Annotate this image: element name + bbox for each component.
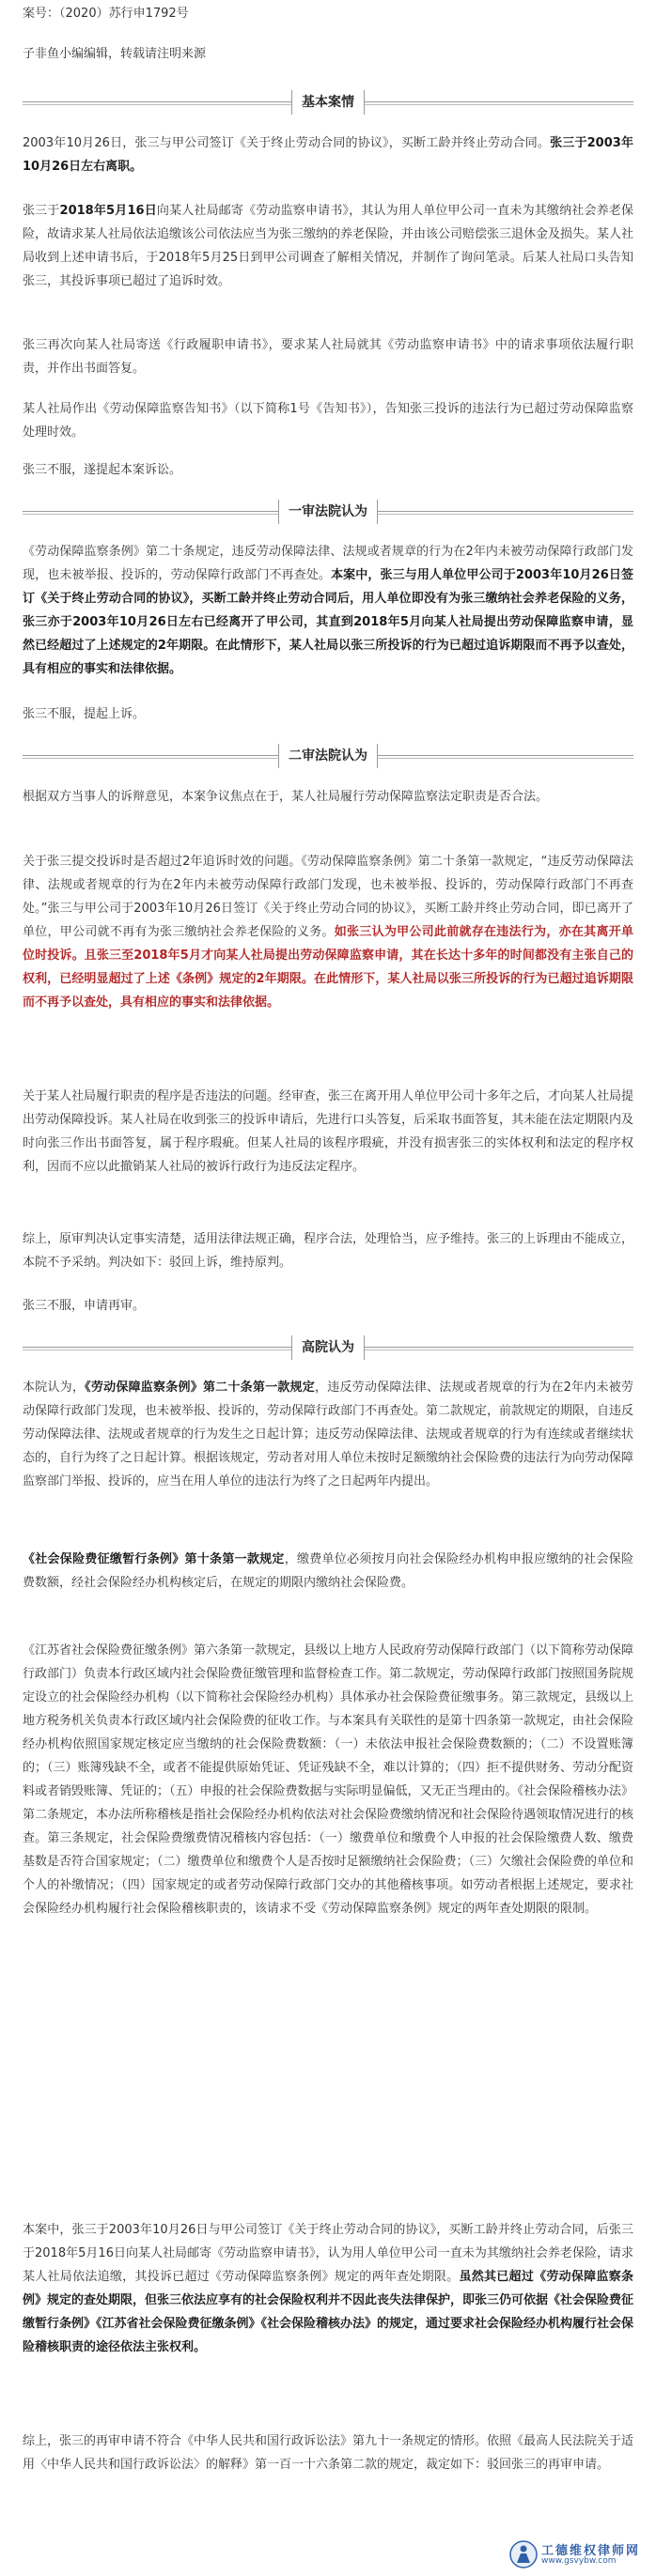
paragraph-2 <box>23 199 633 293</box>
section-title-high-court: 高院认为 <box>291 1335 365 1360</box>
paragraph-13 <box>23 1376 633 1493</box>
section-title-first-instance: 一审法院认为 <box>278 500 378 524</box>
p16-text: 本案中，张三于2003年10月26日与甲公司签订《关于终止劳动合同的协议》，买断工龄并终止劳动合同，后张三于2018年5月16日向某人社局邮寄《劳动监察申请书》，认为用人单位甲公司一直未为其缴纳社会养老保险，请求某人社局依法追缴，其投诉已超过《劳动保障监察条例》规定的两年查处期限。 <box>23 2223 633 2284</box>
paragraph-11: 综上，原审判决认定事实清楚，适用法律法规正确，程序合法，处理恰当，应予维持。张三的上诉理由不能成立，本院不予采纳。判决如下：驳回上诉，维持原判。 <box>23 1232 634 1270</box>
section-title-second-instance: 二审法院认为 <box>278 744 378 768</box>
paragraph-10: 关于某人社局履行职责的程序是否违法的问题。经审查，张三在离开用人单位甲公司十多年之后，才向某人社局提出劳动保障投诉。某人社局在收到张三的投诉申请后，先进行口头答复，后采取书面答复，其未能在法定期限内及时向张三作出书面答复，属于程序瑕疵。但某人社局的该程序瑕疵，并没有损害张三的实体权利和法定的程序权利，因而不应以此撤销某人社局的被诉行政行为违反法定程序。 <box>23 1089 634 1174</box>
p13-text-a: 本院认为， <box>23 1381 86 1395</box>
section-heading-second-instance <box>23 740 633 772</box>
paragraph-7: 张三不服，提起上诉。 <box>23 707 146 721</box>
p14-bold: 《社会保险费征缴暂行条例》第十条第一款规定 <box>23 1552 285 1566</box>
case-number: 案号：（2020）苏行申1792号 <box>23 7 189 21</box>
p13-bold: 《劳动保障监察条例》第二十条第一款规定 <box>85 1381 315 1395</box>
editor-note: 子非鱼小编编辑，转载请注明来源 <box>23 47 207 61</box>
p2-date: 2018年5月16日 <box>59 204 157 218</box>
p16-bold: 虽然其已超过《劳动保障监察条例》规定的查处期限，但张三依法应享有的社会保险权利并不因此丧失法律保护，即张三仍可依据《社会保险费征缴暂行条例》《江苏省社会保险费征缴条例》《社会保险稽核办法》的规定，通过要求社会保险经办机构履行社会保险稽核职责的途径依法主张权利。 <box>23 2270 634 2354</box>
paragraph-5: 张三不服，遂提起本案诉讼。 <box>23 463 182 477</box>
paragraph-4: 某人社局作出《劳动保障监察告知书》（以下简称1号《告知书》），告知张三投诉的违法行为已超过劳动保障监察处理时效。 <box>23 402 633 440</box>
paragraph-16 <box>23 2218 633 2359</box>
section-heading-high-court <box>23 1332 633 1364</box>
watermark-title: 工德维权律师网 <box>541 2544 641 2558</box>
paragraph-15: 《江苏省社会保险费征缴条例》第六条第一款规定，县级以上地方人民政府劳动保障行政部门（以下简称劳动保障行政部门）负责本行政区域内社会保险费征缴管理和监督检查工作。第二款规定，劳动保障行政部门按照国务院规定设立的社会保险经办机构（以下简称社会保险经办机构）具体承办社会保险费征缴事务。第三款规定，县级以上地方税务机关负责本行政区域内社会保险费的征收工作。与本案具有关联性的是第十四条第一款规定，由社会保险经办机构依照国家规定核定应当缴纳的社会保险费数额：（一）未依法申报社会保险费数额的；（二）不设置账簿的；（三）账簿残缺不全，或者不能提供原始凭证、凭证残缺不全，难以计算的；（四）拒不提供财务、劳动分配资料或者销毁账簿、凭证的；（五）申报的社会保险费数据与实际明显偏低，又无正当理由的。《社会保险稽核办法》第二条规定，本办法所称稽核是指社会保险经办机构依法对社会保险费缴纳情况和社会保险待遇领取情况进行的核查。第三条规定，社会保险费缴费情况稽核内容包括：（一）缴费单位和缴费个人申报的社会保险缴费人数、缴费基数是否符合国家规定；（二）缴费单位和缴费个人是否按时足额缴纳社会保险费；（三）欠缴社会保险费的单位和个人的补缴情况；（四）国家规定的或者劳动保障行政部门交办的其他稽核事项。如劳动者根据上述规定，要求社会保险经办机构履行社会保险稽核职责的，该请求不受《劳动保障监察条例》规定的两年查处期限的限制。 <box>23 1643 634 1916</box>
p9-red: 如张三认为甲公司此前就存在违法行为，亦在其离开单位时投诉。且张三至2018年5月才向某人社局提出劳动保障监察申请，其在长达十多年的时间都没有主张自己的权利，已经明显超过了上述《条例》规定的2年期限。在此情形下，某人社局以张三所投诉的行为已超过追诉期限而不再予以查处，具有相应的事实和法律依据。 <box>23 925 633 1010</box>
p1-bold: 张三于2003年10月26日左右离职。 <box>23 136 633 174</box>
p13-text-c: ，违反劳动保障法律、法规或者规章的行为在2年内未被劳动保障行政部门发现，也未被举报、投诉的，劳动保障行政部门不再查处。第二款规定，前款规定的期限，自违反劳动保障法律、法规或者规章的行为发生之日起计算；违反劳动保障法律、法规或者规章的行为有连续或者继续状态的，自行为终了之日起计算。根据该规定，劳动者对用人单位未按时足额缴纳社会保险费的违法行为向劳动保障监察部门举报、投诉的，应当在用人单位的违法行为终了之日起两年内提出。 <box>23 1381 634 1489</box>
p14-text: ，缴费单位必须按月向社会保险经办机构申报应缴纳的社会保险费数额，经社会保险经办机构核定后，在规定的期限内缴纳社会保险费。 <box>23 1552 633 1590</box>
paragraph-6 <box>23 540 633 681</box>
watermark-url: www.gsvybw.com <box>541 2556 617 2566</box>
worker-logo-icon <box>509 2540 538 2568</box>
site-watermark <box>509 2540 650 2570</box>
p1-text: 2003年10月26日，张三与甲公司签订《关于终止劳动合同的协议》，买断工龄并终止劳动合同。 <box>23 136 551 150</box>
paragraph-8: 根据双方当事人的诉辩意见，本案争议焦点在于，某人社局履行劳动保障监察法定职责是否合法。 <box>23 790 549 804</box>
paragraph-14 <box>23 1548 633 1595</box>
p2-text-a: 张三于 <box>23 204 60 218</box>
paragraph-9 <box>23 850 633 1014</box>
section-heading-first-instance <box>23 496 633 528</box>
section-heading-basic <box>23 86 633 118</box>
paragraph-17: 综上，张三的再审申请不符合《中华人民共和国行政诉讼法》第九十一条规定的情形。依照《最高人民法院关于适用〈中华人民共和国行政诉讼法〉的解释》第一百一十六条第二款的规定，裁定如下：驳回张三的再审申请。 <box>23 2434 634 2472</box>
p2-text-c: 向某人社局邮寄《劳动监察申请书》，其认为用人单位甲公司一直未为其缴纳社会养老保险，故请求某人社局依法追缴该公司依法应当为张三缴纳的养老保险，并由该公司赔偿张三退休金及损失。某人社局收到上述申请书后，于2018年5月25日到甲公司调查了解相关情况，并制作了询问笔录。后某人社局口头告知张三，其投诉事项已超过了追诉时效。 <box>23 204 634 288</box>
p6-text: 《劳动保障监察条例》第二十条规定，违反劳动保障法律、法规或者规章的行为在2年内未被劳动保障行政部门发现，也未被举报、投诉的，劳动保障行政部门不再查处。 <box>23 545 633 582</box>
p9-text: 关于张三提交投诉时是否超过2年追诉时效的问题。《劳动保障监察条例》第二十条第一款规定，“违反劳动保障法律、法规或者规章的行为在2年内未被劳动保障行政部门发现，也未被举报、投诉的，劳动保障行政部门不再查处。”张三与甲公司于2003年10月26日签订《关于终止劳动合同的协议》，买断工龄并终止劳动合同，即已离开了单位，甲公司就不再有为张三缴纳社会养老保险的义务。 <box>23 855 633 939</box>
p6-bold: 本案中，张三与用人单位甲公司于2003年10月26日签订《关于终止劳动合同的协议》，买断工龄并终止劳动合同后，用人单位即没有为张三缴纳社会养老保险的义务，张三亦于2003年10月26日左右已经离开了甲公司，其直到2018年5月向某人社局提出劳动保障监察申请，显然已经超过了上述规定的2年期限。在此情形下，某人社局以张三所投诉的行为已超过追诉期限而不再予以查处，具有相应的事实和法律依据。 <box>23 568 633 676</box>
paragraph-3: 张三再次向某人社局寄送《行政履职申请书》，要求某人社局就其《劳动监察申请书》中的请求事项依法履行职责，并作出书面答复。 <box>23 338 633 376</box>
paragraph-12: 张三不服，申请再审。 <box>23 1299 146 1313</box>
paragraph-1 <box>23 131 633 178</box>
section-title-basic: 基本案情 <box>291 90 365 115</box>
